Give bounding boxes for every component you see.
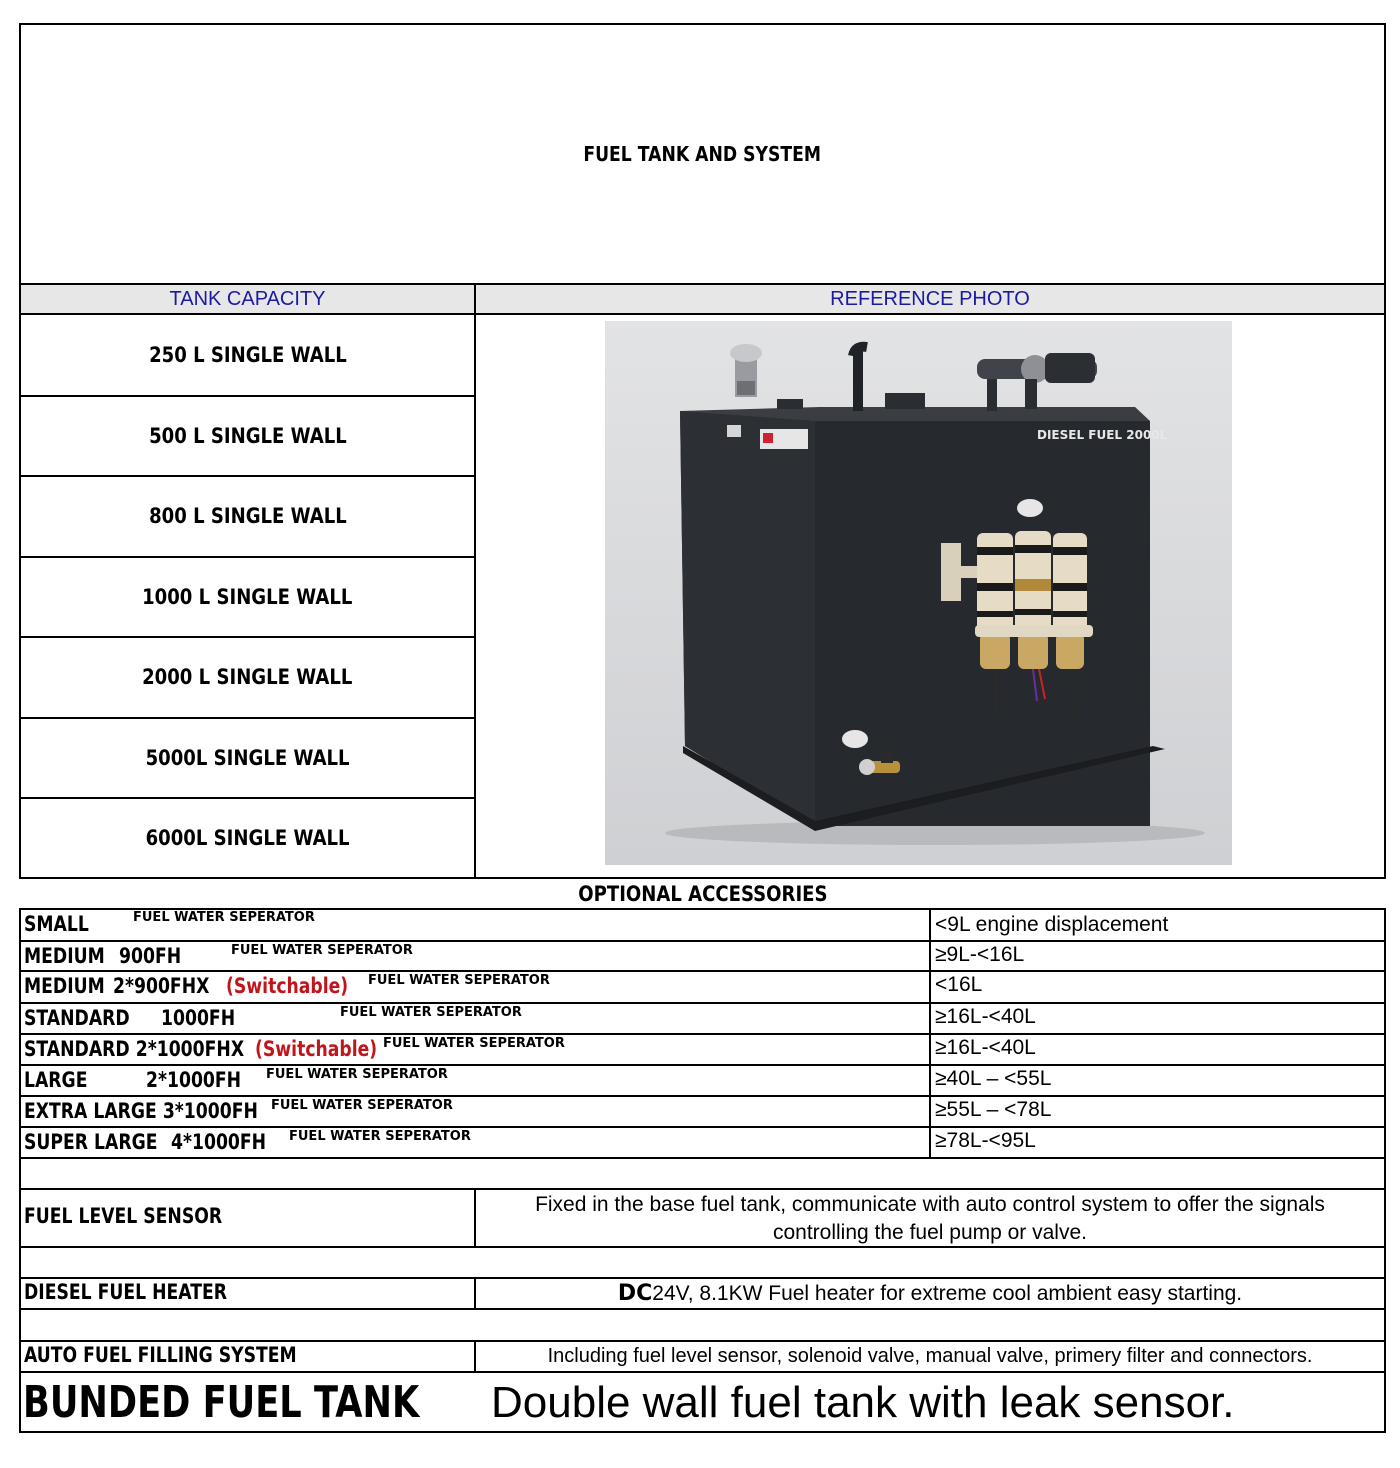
diesel-fuel-heater-desc [476,1279,1384,1308]
optional-accessories-label: OPTIONAL ACCESSORIES [577,882,828,906]
diesel-fuel-heater-label: DIESEL FUEL HEATER [24,1280,228,1304]
diesel-fuel-heater-row [21,1279,1384,1308]
separator-row [21,1097,1384,1126]
separator-model: 2*900FHX [113,974,210,998]
fuel-level-sensor-desc [476,1190,1384,1246]
heater-dc: DC [617,1281,653,1306]
heater-text: 24V, 8.1KW Fuel heater for extreme cool ambient easy starting. [652,1281,1243,1305]
separator-description: FUEL WATER SEPERATOR [266,1067,448,1082]
separator-model: 4*1000FH [171,1130,267,1154]
separator-row [21,1066,1384,1095]
separator-range: ≥78L-<95L [935,1129,1036,1152]
separator-range: ≥55L – <78L [935,1098,1052,1121]
bunded-fuel-tank-label: BUNDED FUEL TANK [23,1377,420,1428]
capacity-label: 800 L SINGLE WALL [148,504,347,529]
bunded-fuel-tank-row [21,1373,1384,1431]
separator-switchable: (Switchable) [226,974,349,998]
separator-switchable: (Switchable) [255,1037,378,1061]
separator-description: FUEL WATER SEPERATOR [271,1098,453,1113]
capacity-label: 5000L SINGLE WALL [145,745,350,770]
separator-size: MEDIUM [24,974,105,998]
capacity-label: 250 L SINGLE WALL [148,343,347,368]
separator-description: FUEL WATER SEPERATOR [340,1005,522,1020]
separator-row [21,910,1384,940]
capacity-row [21,637,474,718]
capacity-row [21,798,474,879]
tank-illustration [605,321,1232,865]
separator-size: SUPER LARGE [24,1130,158,1154]
separator-description: FUEL WATER SEPERATOR [368,973,550,988]
separator-size: LARGE [24,1068,88,1092]
separator-range: <9L engine displacement [935,913,1169,936]
auto-fuel-filling-row [21,1342,1384,1371]
capacity-row [21,396,474,477]
bunded-fuel-tank-text: Double wall fuel tank with leak sensor. [491,1378,1235,1427]
separator-description: FUEL WATER SEPERATOR [289,1129,471,1144]
separator-range: ≥40L – <55L [935,1067,1052,1090]
header-photo-label: REFERENCE PHOTO [830,288,1030,310]
separator-description: FUEL WATER SEPERATOR [231,943,413,958]
separator-row [21,1004,1384,1033]
auto-fuel-filling-label: AUTO FUEL FILLING SYSTEM [24,1343,297,1367]
separator-size: STANDARD [24,1006,130,1030]
header-capacity-label: TANK CAPACITY [169,288,326,310]
separator-size-model [24,1099,258,1123]
separator-range: ≥16L-<40L [935,1036,1036,1059]
separator-model: 2*1000FHX [135,1037,245,1061]
separator-row [21,942,1384,970]
capacity-label: 1000 L SINGLE WALL [142,584,353,609]
separator-row [21,1035,1384,1064]
separator-size: STANDARD [24,1037,130,1061]
fuel-level-sensor-row [21,1190,1384,1246]
reference-photo [605,321,1232,865]
capacity-row [21,718,474,799]
separator-range: <16L [935,973,983,996]
capacity-row [21,476,474,557]
page-title: FUEL TANK AND SYSTEM [583,142,822,166]
separator-model: 2*1000FH [146,1068,242,1092]
auto-fuel-filling-desc [476,1342,1384,1371]
capacity-label: 6000L SINGLE WALL [145,826,350,851]
separator-size: SMALL [24,912,89,936]
separator-size: MEDIUM [24,944,105,968]
separator-row [21,972,1384,1002]
separator-model: 3*1000FH [162,1099,258,1123]
separator-range: ≥9L-<16L [935,943,1025,966]
separator-model: 1000FH [161,1006,236,1030]
capacity-row [21,557,474,638]
capacity-label: 2000 L SINGLE WALL [142,665,353,690]
capacity-row [21,315,474,396]
title-box [19,23,1386,285]
tank-label: DIESEL FUEL 2000L [1037,428,1168,442]
fuel-level-sensor-line1: Fixed in the base fuel tank, communicate with auto control system to offer the signals [535,1192,1325,1216]
fuel-level-sensor-label: FUEL LEVEL SENSOR [24,1204,223,1228]
separator-size-model [24,1037,244,1061]
separator-description: FUEL WATER SEPERATOR [133,910,315,925]
optional-accessories-title [19,880,1386,908]
capacity-label: 500 L SINGLE WALL [148,423,347,448]
fuel-level-sensor-line2: controlling the fuel pump or valve. [772,1220,1087,1244]
auto-fuel-filling-text: Including fuel level sensor, solenoid valve, manual valve, primery filter and connectors. [547,1345,1313,1367]
separator-description: FUEL WATER SEPERATOR [383,1036,565,1051]
separator-range: ≥16L-<40L [935,1005,1036,1028]
separator-size: EXTRA LARGE [24,1099,157,1123]
separator-model: 900FH [119,944,182,968]
separator-row [21,1128,1384,1157]
